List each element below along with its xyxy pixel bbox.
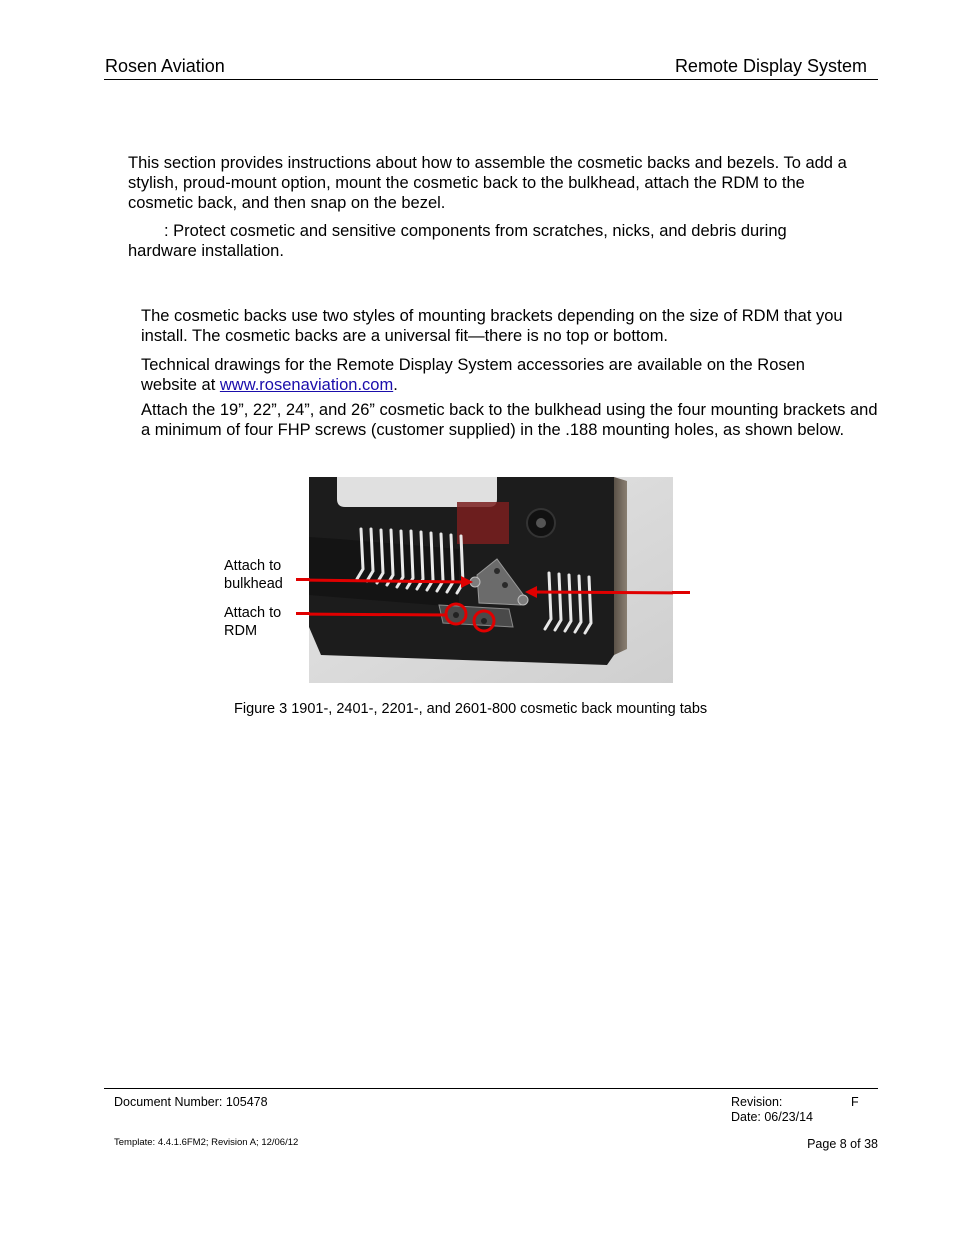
figure-image (309, 477, 673, 683)
header-rule (104, 79, 878, 80)
section-paragraph-1: The cosmetic backs use two styles of mounting brackets depending on the size of RDM that you install. The cosmetic backs are a universal fit—there is no top or bottom. (141, 307, 843, 345)
label-attach-rdm: Attach to RDM (224, 605, 282, 639)
footer-rule (104, 1088, 878, 1089)
header-product: Remote Display System (674, 56, 867, 76)
template-info: Template: 4.4.1.6FM2; Revision A; 12/06/12 (114, 1137, 299, 1148)
caution-note: : Protect cosmetic and sensitive components from scratches, nicks, and debris during hardware installation. (128, 222, 787, 260)
arrow-rdm-left (296, 612, 310, 615)
label-attach-bulkhead: Attach to bulkhead (224, 558, 283, 592)
revision-label: Revision: (731, 1095, 783, 1109)
header-company: Rosen Aviation (105, 56, 225, 76)
section-paragraph-2: Technical drawings for the Remote Display System accessories are available on the Rosen website at www.rosenaviation.com. (141, 356, 805, 394)
document-number: Document Number: 105478 (114, 1095, 268, 1109)
section-paragraph-3: Attach the 19”, 22”, 24”, and 26” cosmetic back to the bulkhead using the four mounting brackets and a minimum of four FHP screws (customer supplied) in the .188 mounting holes, as shown below. (141, 401, 878, 439)
document-date: Date: 06/23/14 (731, 1110, 814, 1124)
intro-paragraph: This section provides instructions about how to assemble the cosmetic backs and bezels. To add a stylish, proud-mount option, mount the cosmetic back to the bulkhead, attach the RDM to the cosmetic back, and then snap on the bezel. (128, 154, 847, 212)
page-number: Page 8 of 38 (807, 1137, 878, 1151)
rosen-website-link[interactable]: www.rosenaviation.com (219, 376, 394, 394)
figure-caption: Figure 3 1901-, 2401-, 2201-, and 2601-800 cosmetic back mounting tabs (234, 701, 708, 717)
arrow-bulkhead-left (296, 578, 310, 581)
revision-value: F (851, 1095, 859, 1109)
arrow-right (672, 591, 690, 594)
